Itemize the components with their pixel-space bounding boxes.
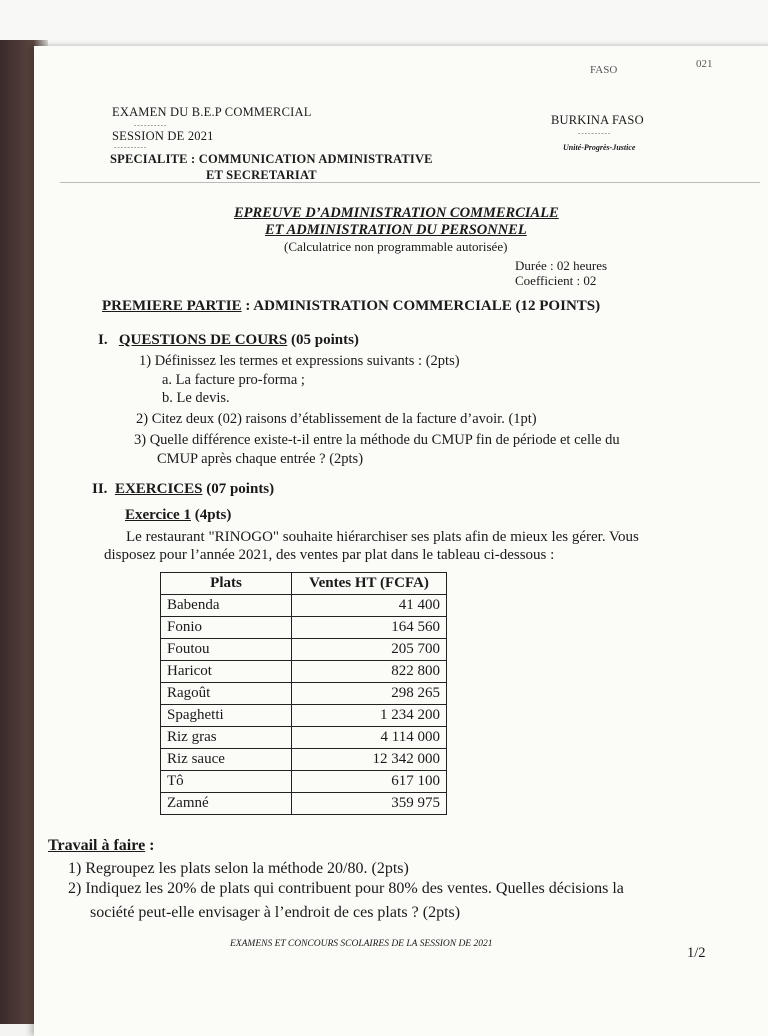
exercise-1-heading: [125, 507, 231, 524]
task-2-line2: société peut-elle envisager à l’endroit de ces plats ? (2pts): [90, 904, 461, 921]
duration: Durée : 02 heures: [515, 258, 608, 273]
exercise-intro-line2: disposez pour l’année 2021, des ventes par plat dans le tableau ci-dessous :: [104, 547, 555, 563]
epreuve-title-1: EPREUVE D’ADMINISTRATION COMMERCIALE: [234, 205, 559, 221]
part-one-label: PREMIERE PARTIE: [102, 298, 242, 314]
task-2-line1: 2) Indiquez les 20% de plats qui contribuent pour 80% des ventes. Quelles décisions la: [68, 880, 624, 897]
dish-name: Tô: [161, 771, 292, 793]
exercise-1-points: (4pts): [194, 507, 232, 523]
section-two-title: EXERCICES: [114, 481, 203, 497]
dish-sales: 359 975: [292, 793, 447, 815]
specialite-label: SPECIALITE :: [110, 152, 196, 166]
table-row: [161, 771, 447, 793]
question-2: 2) Citez deux (02) raisons d’établissement de la facture d’avoir. (1pt): [136, 411, 537, 427]
exercise-intro-line1: Le restaurant "RINOGO" souhaite hiérarchiser ses plats afin de mieux les gérer. Vous: [126, 529, 639, 545]
task-colon: :: [149, 837, 155, 854]
dish-sales: 4 114 000: [292, 727, 447, 749]
dish-name: Zamné: [161, 793, 292, 815]
question-1: 1) Définissez les termes et expressions suivants : (2pts): [139, 353, 460, 369]
column-header-ventes: Ventes HT (FCFA): [292, 573, 447, 595]
dish-sales: 617 100: [292, 771, 447, 793]
exam-name: EXAMEN DU B.E.P COMMERCIAL: [112, 105, 312, 119]
section-two-heading: [92, 481, 274, 498]
dish-sales: 12 342 000: [292, 749, 447, 771]
table-row: [161, 749, 447, 771]
header-divider: [60, 182, 760, 183]
country-name: BURKINA FASO: [551, 113, 644, 127]
page-number: 1/2: [687, 945, 706, 961]
dish-name: Spaghetti: [161, 705, 292, 727]
table-row: [161, 683, 447, 705]
dish-sales: 164 560: [292, 617, 447, 639]
corner-left-text: FASO: [590, 64, 618, 76]
dish-sales: 205 700: [292, 639, 447, 661]
part-one-heading: [102, 298, 600, 315]
task-title: Travail à faire: [48, 837, 146, 854]
exercise-1-title: Exercice 1: [125, 507, 191, 523]
dish-name: Foutou: [161, 639, 292, 661]
section-two-number: II.: [92, 481, 108, 497]
dish-sales: 1 234 200: [292, 705, 447, 727]
dish-sales: 298 265: [292, 683, 447, 705]
corner-right-text: 021: [696, 58, 713, 70]
table-row: [161, 595, 447, 617]
table-row: [161, 705, 447, 727]
sales-table: [160, 572, 447, 815]
dish-name: Riz sauce: [161, 749, 292, 771]
table-row: [161, 793, 447, 815]
country-dashes: ----------: [578, 129, 612, 137]
header-dashes-2: ----------: [114, 143, 148, 151]
calculator-note: (Calculatrice non programmable autorisée): [284, 239, 508, 254]
specialite-value: COMMUNICATION ADMINISTRATIVE: [198, 152, 433, 166]
specialite-line1: [110, 152, 433, 167]
dish-name: Babenda: [161, 595, 292, 617]
table-row: [161, 639, 447, 661]
section-one-points: (05 points): [290, 332, 359, 348]
dish-name: Haricot: [161, 661, 292, 683]
national-motto: Unité-Progrès-Justice: [563, 143, 636, 152]
footer-text: EXAMENS ET CONCOURS SCOLAIRES DE LA SESSION DE 2021: [230, 939, 493, 949]
part-one-title: : ADMINISTRATION COMMERCIALE (12 POINTS): [245, 298, 601, 314]
table-row: [161, 661, 447, 683]
dish-name: Ragoût: [161, 683, 292, 705]
dish-name: Fonio: [161, 617, 292, 639]
background-top: [0, 0, 768, 44]
exam-session: SESSION DE 2021: [112, 129, 214, 143]
table-header-row: [161, 573, 447, 595]
question-1b: b. Le devis.: [162, 390, 230, 406]
section-one-heading: [98, 332, 359, 349]
task-heading: [48, 837, 155, 855]
header-dashes-1: ----------: [134, 121, 168, 129]
section-one-number: I.: [98, 332, 108, 348]
question-3-line2: CMUP après chaque entrée ? (2pts): [157, 451, 364, 467]
section-one-title: QUESTIONS DE COURS: [118, 332, 288, 348]
dish-name: Riz gras: [161, 727, 292, 749]
task-1: 1) Regroupez les plats selon la méthode 20/80. (2pts): [68, 860, 409, 877]
section-two-points: (07 points): [206, 481, 275, 497]
question-1a: a. La facture pro-forma ;: [162, 372, 305, 388]
specialite-line2: ET SECRETARIAT: [206, 168, 317, 182]
table-row: [161, 617, 447, 639]
coefficient: Coefficient : 02: [515, 273, 597, 288]
epreuve-title-2: ET ADMINISTRATION DU PERSONNEL: [265, 222, 527, 238]
column-header-plats: Plats: [161, 573, 292, 595]
dish-sales: 41 400: [292, 595, 447, 617]
table-row: [161, 727, 447, 749]
dish-sales: 822 800: [292, 661, 447, 683]
question-3-line1: 3) Quelle différence existe-t-il entre la méthode du CMUP fin de période et celle du: [134, 432, 620, 448]
